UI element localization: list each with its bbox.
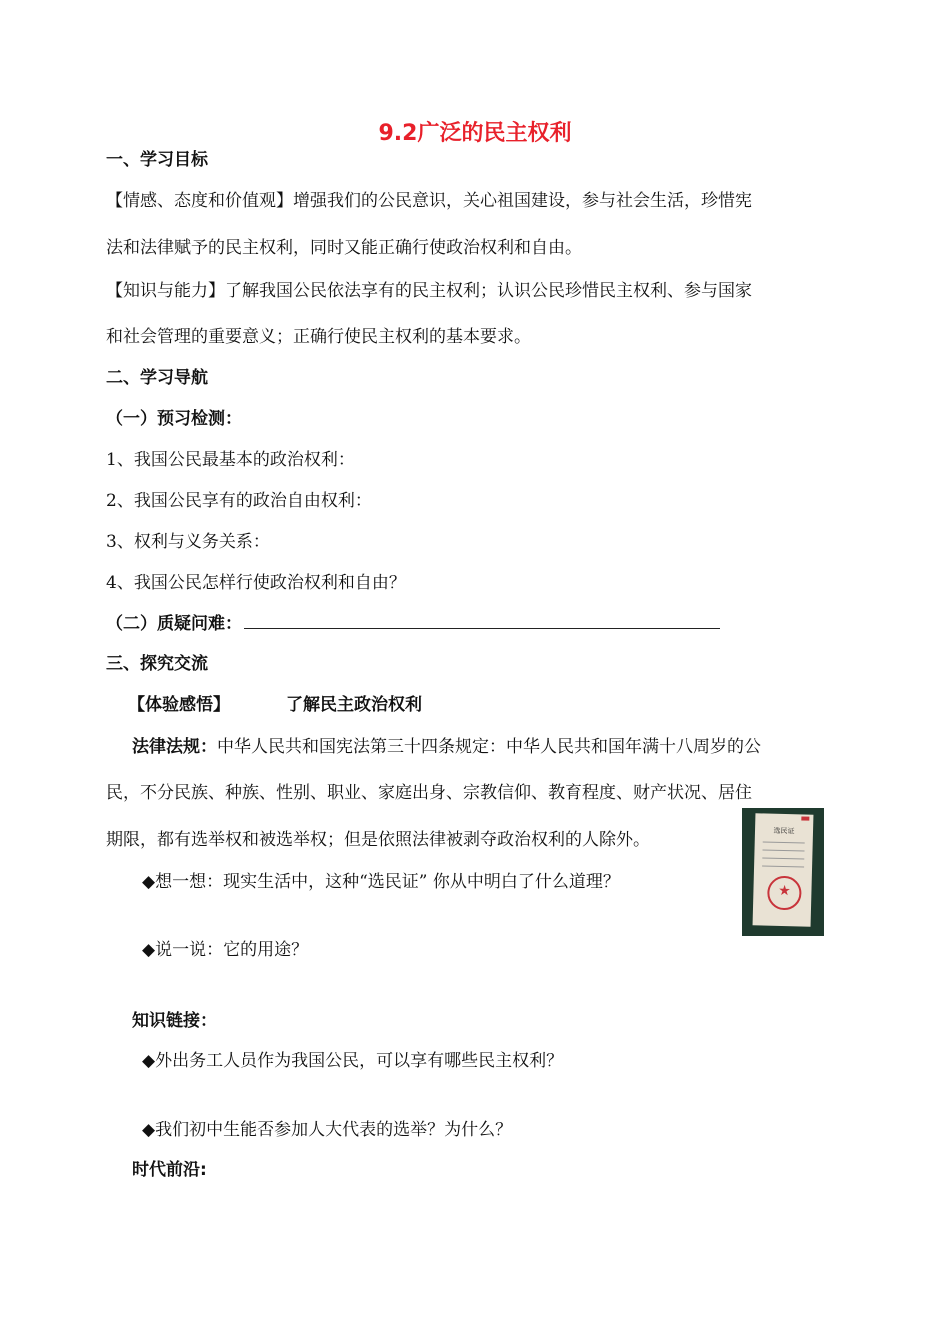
official-seal <box>767 876 802 911</box>
section-heading-goals: 一、学习目标 <box>106 150 208 170</box>
frontier-label: 时代前沿: <box>132 1160 207 1180</box>
question-2: 2、我国公民享有的政治自由权利： <box>106 491 372 511</box>
section-heading-explore: 三、探究交流 <box>106 654 208 674</box>
card-field-line <box>762 865 804 867</box>
knowledge-link-question-1: ◆外出务工人员作为我国公民，可以享有哪些民主权利？ <box>142 1051 564 1071</box>
goal-knowledge-line-2: 和社会管理的重要意义；正确行使民主权利的基本要求。 <box>106 327 531 347</box>
law-line-2: 民，不分民族、种族、性别、职业、家庭出身、宗教信仰、教育程度、财产状况、居住 <box>106 783 752 803</box>
star-icon: ★ <box>777 882 791 900</box>
question-1: 1、我国公民最基本的政治权利： <box>106 450 355 470</box>
experience-title: 了解民主政治权利 <box>286 695 422 715</box>
card-field-line <box>763 841 805 843</box>
law-line-1 <box>132 735 761 759</box>
law-label: 法律法规： <box>132 737 217 757</box>
card-red-stamp <box>801 816 809 820</box>
knowledge-link-label: 知识链接： <box>132 1011 217 1031</box>
voter-card-photo <box>742 808 824 936</box>
law-line-3: 期限，都有选举权和被选举权；但是依照法律被剥夺政治权利的人除外。 <box>106 830 650 850</box>
goal-attitude-line-2: 法和法律赋予的民主权利，同时又能正确行使政治权利和自由。 <box>106 238 582 258</box>
page-title: 9.2广泛的民主权利 <box>378 121 572 146</box>
experience-label: 【体验感悟】 <box>128 695 230 715</box>
doubts-line <box>106 612 720 636</box>
question-3: 3、权利与义务关系： <box>106 532 270 552</box>
answer-blank-line <box>244 612 720 629</box>
subheading-preview-check: （一）预习检测： <box>106 409 242 429</box>
knowledge-link-question-2: ◆我们初中生能否参加人大代表的选举？为什么？ <box>142 1120 513 1140</box>
section-heading-navigation: 二、学习导航 <box>106 368 208 388</box>
card-field-line <box>763 849 805 851</box>
goal-attitude-line-1: 【情感、态度和价值观】增强我们的公民意识，关心祖国建设，参与社会生活，珍惜宪 <box>106 191 752 211</box>
think-prompt: ◆想一想：现实生活中，这种“选民证” 你从中明白了什么道理？ <box>142 872 620 892</box>
goal-knowledge-line-1: 【知识与能力】了解我国公民依法享有的民主权利；认识公民珍惜民主权利、参与国家 <box>106 281 752 301</box>
say-prompt: ◆说一说：它的用途？ <box>142 940 309 960</box>
subheading-doubts: （二）质疑问难： <box>106 614 242 634</box>
law-text-1: 中华人民共和国宪法第三十四条规定：中华人民共和国年满十八周岁的公 <box>217 737 761 757</box>
card-field-line <box>762 857 804 859</box>
voter-card <box>753 813 814 926</box>
card-title: 选民证 <box>773 826 795 836</box>
question-4: 4、我国公民怎样行使政治权利和自由？ <box>106 573 406 593</box>
